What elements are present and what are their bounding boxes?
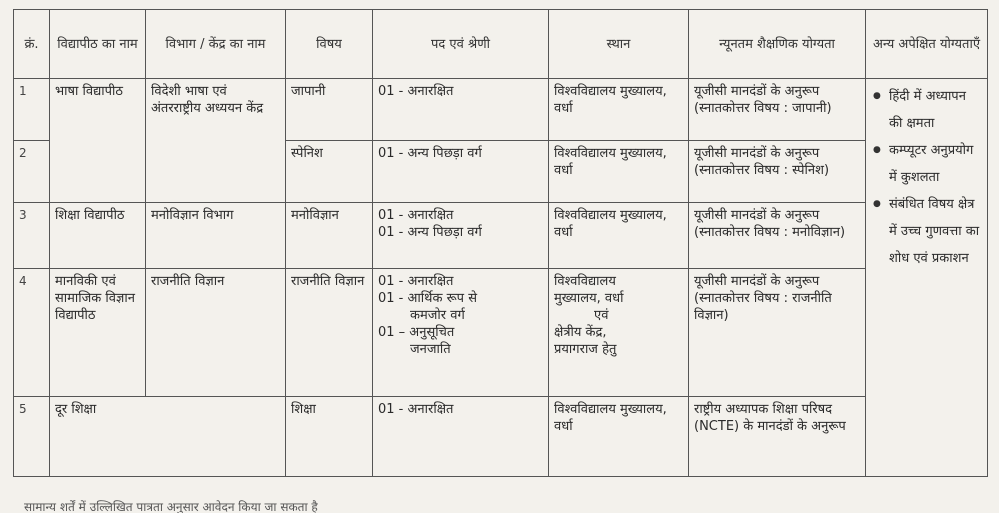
place-line: विश्वविद्यालय xyxy=(554,274,616,289)
row-subject: मनोविज्ञान xyxy=(286,203,373,269)
row-subject: जापानी xyxy=(286,79,373,141)
extra-qualifications xyxy=(866,79,988,477)
row-place xyxy=(549,269,689,397)
row-subject: शिक्षा xyxy=(286,397,373,477)
row-school: मानविकी एवं सामाजिक विज्ञान विद्यापीठ xyxy=(50,269,146,397)
row-dept: विदेशी भाषा एवं अंतरराष्ट्रीय अध्ययन केंद्र xyxy=(146,79,286,203)
row-post xyxy=(373,269,549,397)
extra-item: ● संबंधित विषय क्षेत्र में उच्च गुणवत्ता का शोध एवं प्रकाशन xyxy=(871,191,982,272)
row-school: शिक्षा विद्यापीठ xyxy=(50,203,146,269)
row-place: विश्वविद्यालय मुख्यालय, वर्धा xyxy=(549,397,689,477)
row-dept: मनोविज्ञान विभाग xyxy=(146,203,286,269)
place-line: प्रयागराज हेतु xyxy=(554,342,617,357)
vacancy-table xyxy=(13,9,988,477)
row-qual: यूजीसी मानदंडों के अनुरूप (स्नातकोत्तर विषय : मनोविज्ञान) xyxy=(689,203,866,269)
table-header-row xyxy=(14,10,988,79)
extra-item: ● हिंदी में अध्यापन की क्षमता xyxy=(871,83,982,137)
post-line: जनजाति xyxy=(410,342,451,357)
post-line: 01 - आर्थिक रूप से xyxy=(378,291,477,306)
header-dept: विभाग / केंद्र का नाम xyxy=(146,10,286,79)
footer-note: सामान्य शर्तें में उल्लिखित पात्रता अनुसार आवेदन किया जा सकता है xyxy=(24,500,318,513)
post-line: 01 - अनारक्षित xyxy=(378,208,454,223)
header-qual: न्यूनतम शैक्षणिक योग्यता xyxy=(689,10,866,79)
post-line: 01 - अनारक्षित xyxy=(378,84,454,99)
table-row xyxy=(14,79,988,141)
row-subject: राजनीति विज्ञान xyxy=(286,269,373,397)
header-sn: क्रं. xyxy=(14,10,50,79)
header-subject: विषय xyxy=(286,10,373,79)
row-place: विश्वविद्यालय मुख्यालय, वर्धा xyxy=(549,141,689,203)
header-post: पद एवं श्रेणी xyxy=(373,10,549,79)
row-sn: 5 xyxy=(14,397,50,477)
row-post xyxy=(373,203,549,269)
header-extra: अन्य अपेक्षित योग्यताएँ xyxy=(866,10,988,79)
header-place: स्थान xyxy=(549,10,689,79)
row-sn: 2 xyxy=(14,141,50,203)
post-line: 01 - अनारक्षित xyxy=(378,274,454,289)
place-line: मुख्यालय, वर्धा xyxy=(554,291,624,306)
row-qual: यूजीसी मानदंडों के अनुरूप (स्नातकोत्तर विषय : जापानी) xyxy=(689,79,866,141)
row-qual: यूजीसी मानदंडों के अनुरूप (स्नातकोत्तर विषय : स्पेनिश) xyxy=(689,141,866,203)
post-line: कमजोर वर्ग xyxy=(410,308,465,323)
place-line: एवं xyxy=(594,308,609,323)
row-sn: 3 xyxy=(14,203,50,269)
post-line: 01 - अन्य पिछड़ा वर्ग xyxy=(378,225,482,240)
row-post xyxy=(373,141,549,203)
table-row xyxy=(14,397,988,477)
extra-list xyxy=(871,83,982,272)
row-place: विश्वविद्यालय मुख्यालय, वर्धा xyxy=(549,203,689,269)
row-school: भाषा विद्यापीठ xyxy=(50,79,146,203)
row-post xyxy=(373,397,549,477)
post-line: 01 - अन्य पिछड़ा वर्ग xyxy=(378,146,482,161)
row-place: विश्वविद्यालय मुख्यालय, वर्धा xyxy=(549,79,689,141)
row-dept: राजनीति विज्ञान xyxy=(146,269,286,397)
header-school: विद्यापीठ का नाम xyxy=(50,10,146,79)
row-school: दूर शिक्षा xyxy=(50,397,286,477)
row-sn: 1 xyxy=(14,79,50,141)
row-post xyxy=(373,79,549,141)
row-qual: यूजीसी मानदंडों के अनुरूप (स्नातकोत्तर विषय : राजनीति विज्ञान) xyxy=(689,269,866,397)
post-line: 01 – अनुसूचित xyxy=(378,325,455,340)
post-line: 01 - अनारक्षित xyxy=(378,402,454,417)
row-sn: 4 xyxy=(14,269,50,397)
row-subject: स्पेनिश xyxy=(286,141,373,203)
table-row xyxy=(14,203,988,269)
table-row xyxy=(14,269,988,397)
place-line: क्षेत्रीय केंद्र, xyxy=(554,325,607,340)
extra-item: ● कम्प्यूटर अनुप्रयोग में कुशलता xyxy=(871,137,982,191)
row-qual: राष्ट्रीय अध्यापक शिक्षा परिषद (NCTE) के मानदंडों के अनुरूप xyxy=(689,397,866,477)
